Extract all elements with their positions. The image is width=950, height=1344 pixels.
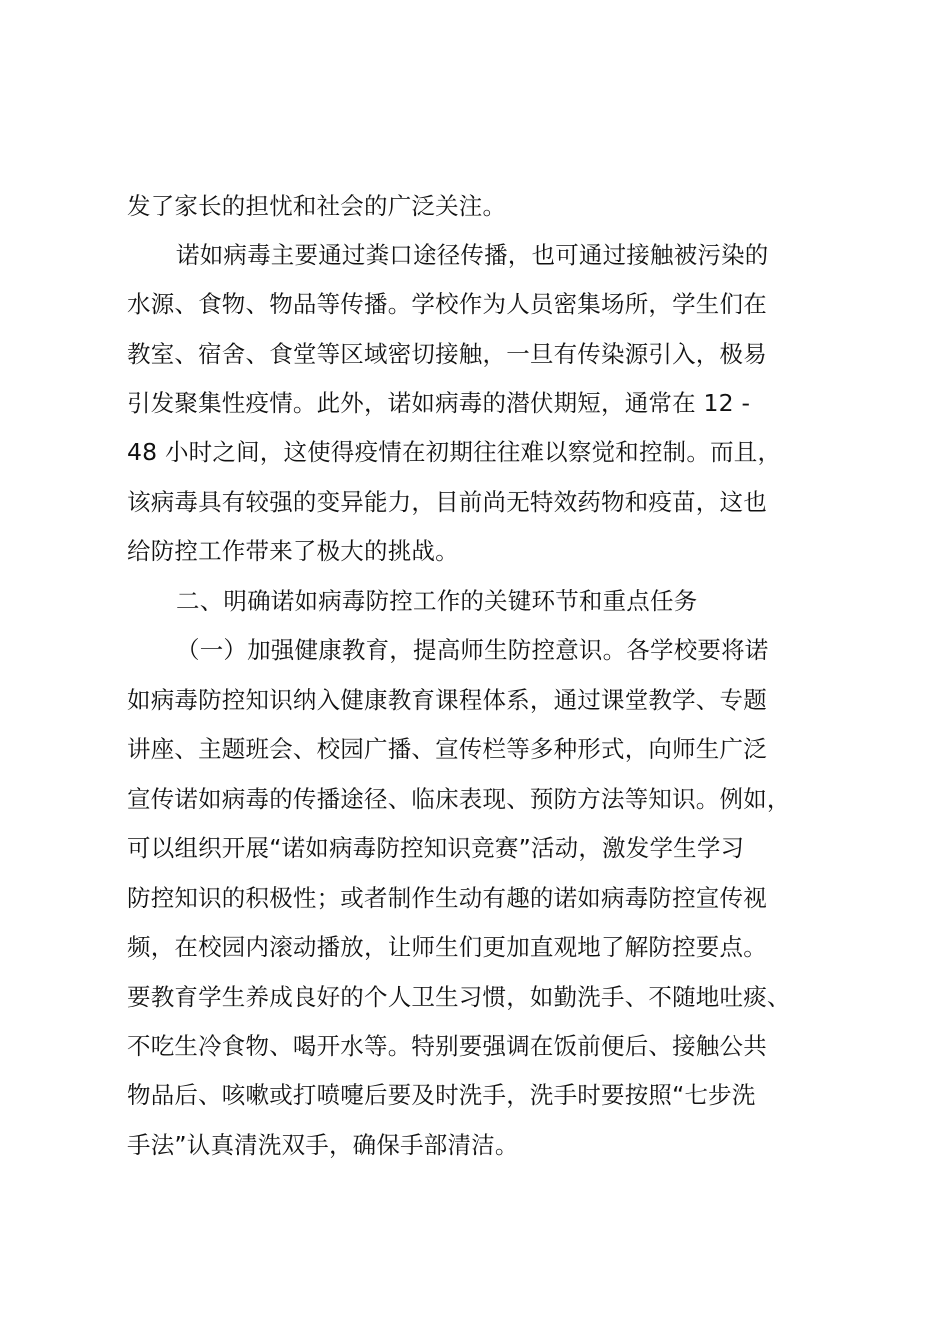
paragraph-line: （一）加强健康教育，提高师生防控意识。各学校要将诺 <box>176 636 769 664</box>
paragraph-line: 不吃生冷食物、喝开水等。特别要强调在饭前便后、接触公共 <box>127 1032 767 1060</box>
paragraph-line: 如病毒防控知识纳入健康教育课程体系，通过课堂教学、专题 <box>127 686 767 714</box>
paragraph-line: 频，在校园内滚动播放，让师生们更加直观地了解防控要点。 <box>127 933 767 961</box>
paragraph-line: 该病毒具有较强的变异能力，目前尚无特效药物和疫苗，这也 <box>127 488 767 516</box>
paragraph-line: 物品后、咳嗽或打喷嚏后要及时洗手，洗手时要按照“七步洗 <box>127 1081 756 1109</box>
paragraph-line: 引发聚集性疫情。此外，诺如病毒的潜伏期短，通常在 12 - <box>127 389 751 417</box>
paragraph-line: 宣传诺如病毒的传播途径、临床表现、预防方法等知识。例如， <box>127 785 791 813</box>
paragraph-line: 可以组织开展“诺如病毒防控知识竞赛”活动，激发学生学习 <box>127 834 745 862</box>
section-heading: 二、明确诺如病毒防控工作的关键环节和重点任务 <box>176 587 698 615</box>
paragraph-line: 诺如病毒主要通过粪口途径传播，也可通过接触被污染的 <box>176 241 769 269</box>
paragraph-line: 教室、宿舍、食堂等区域密切接触，一旦有传染源引入，极易 <box>127 340 767 368</box>
paragraph-line: 要教育学生养成良好的个人卫生习惯，如勤洗手、不随地吐痰、 <box>127 983 791 1011</box>
paragraph-line: 发了家长的担忧和社会的广泛关注。 <box>127 192 507 220</box>
paragraph-line: 水源、食物、物品等传播。学校作为人员密集场所，学生们在 <box>127 290 767 318</box>
paragraph-line: 48 小时之间，这使得疫情在初期往往难以察觉和控制。而且， <box>127 438 782 466</box>
paragraph-line: 防控知识的积极性；或者制作生动有趣的诺如病毒防控宣传视 <box>127 884 767 912</box>
paragraph-line: 手法”认真清洗双手，确保手部清洁。 <box>127 1131 519 1159</box>
paragraph-line: 给防控工作带来了极大的挑战。 <box>127 537 459 565</box>
paragraph-line: 讲座、主题班会、校园广播、宣传栏等多种形式，向师生广泛 <box>127 735 767 763</box>
